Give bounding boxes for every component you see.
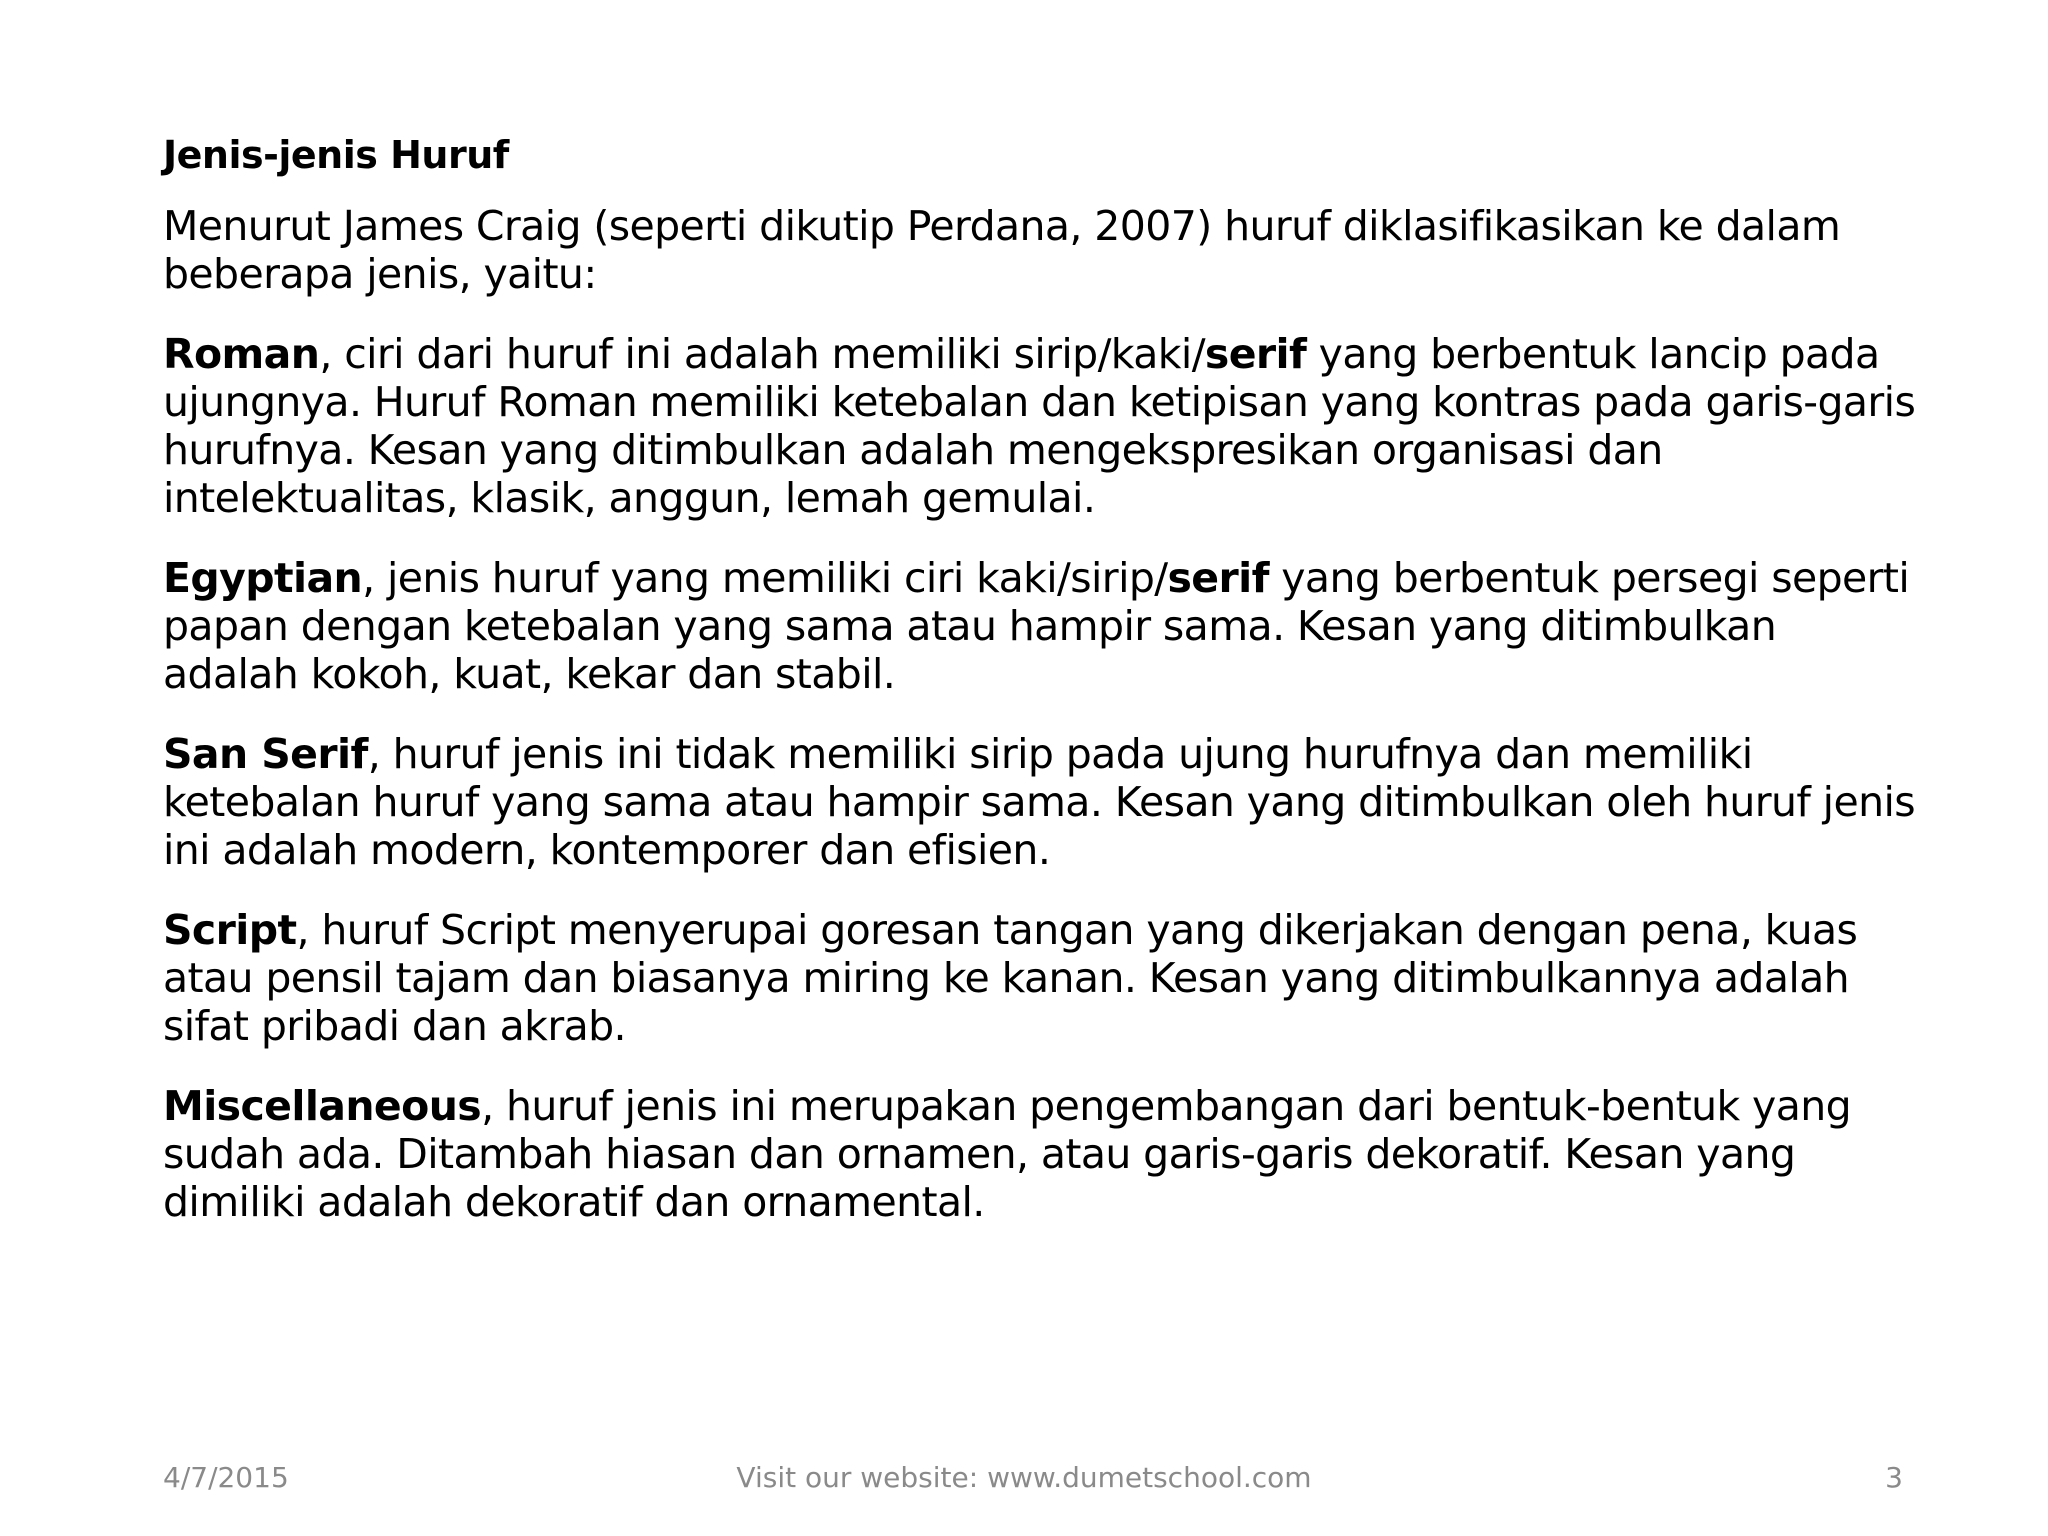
term-script: Script: [163, 906, 297, 954]
san-serif-paragraph: [163, 730, 1923, 874]
term-miscellaneous: Miscellaneous: [163, 1082, 482, 1130]
slide-heading: Jenis-jenis Huruf: [163, 133, 509, 177]
roman-text-a: , ciri dari huruf ini adalah memiliki sirip/kaki/: [319, 330, 1205, 378]
roman-text-b: yang berbentuk lancip pada ujungnya. Huruf Roman memiliki ketebalan dan ketipisan yang kontras pada garis-garis hurufnya. Kesan yang ditimbulkan adalah mengekspresikan organisasi dan intelektualitas, klasik, anggun, lemah gemulai.: [163, 330, 1916, 522]
script-text: , huruf Script menyerupai goresan tangan yang dikerjakan dengan pena, kuas atau pensil tajam dan biasanya miring ke kanan. Kesan yang ditimbulkannya adalah sifat pribadi dan akrab.: [163, 906, 1858, 1050]
san-serif-text: , huruf jenis ini tidak memiliki sirip pada ujung hurufnya dan memiliki ketebalan huruf yang sama atau hampir sama. Kesan yang ditimbulkan oleh huruf jenis ini adalah modern, kontemporer dan efisien.: [163, 730, 1916, 874]
term-roman: Roman: [163, 330, 320, 378]
script-paragraph: [163, 906, 1923, 1050]
footer-page-number: 3: [1885, 1461, 1903, 1494]
egyptian-serif-bold: serif: [1167, 554, 1269, 602]
roman-paragraph: [163, 330, 1923, 522]
footer-date: 4/7/2015: [163, 1461, 289, 1494]
egyptian-paragraph: [163, 554, 1923, 698]
slide-content: [163, 130, 1923, 1258]
miscellaneous-text: , huruf jenis ini merupakan pengembangan dari bentuk-bentuk yang sudah ada. Ditambah hiasan dan ornamen, atau garis-garis dekoratif. Kesan yang dimiliki adalah dekoratif dan ornamental.: [163, 1082, 1852, 1226]
miscellaneous-paragraph: [163, 1082, 1923, 1226]
term-egyptian: Egyptian: [163, 554, 363, 602]
roman-serif-bold: serif: [1204, 330, 1307, 378]
egyptian-text-a: , jenis huruf yang memiliki ciri kaki/sirip/: [362, 554, 1168, 602]
term-san-serif: San Serif: [163, 730, 368, 778]
intro-paragraph: Menurut James Craig (seperti dikutip Perdana, 2007) huruf diklasifikasikan ke dalam beberapa jenis, yaitu:: [163, 202, 1841, 298]
footer-website: Visit our website: www.dumetschool.com: [736, 1461, 1312, 1494]
egyptian-text-b: yang berbentuk persegi seperti papan dengan ketebalan yang sama atau hampir sama. Kesan yang ditimbulkan adalah kokoh, kuat, kekar dan stabil.: [163, 554, 1910, 698]
